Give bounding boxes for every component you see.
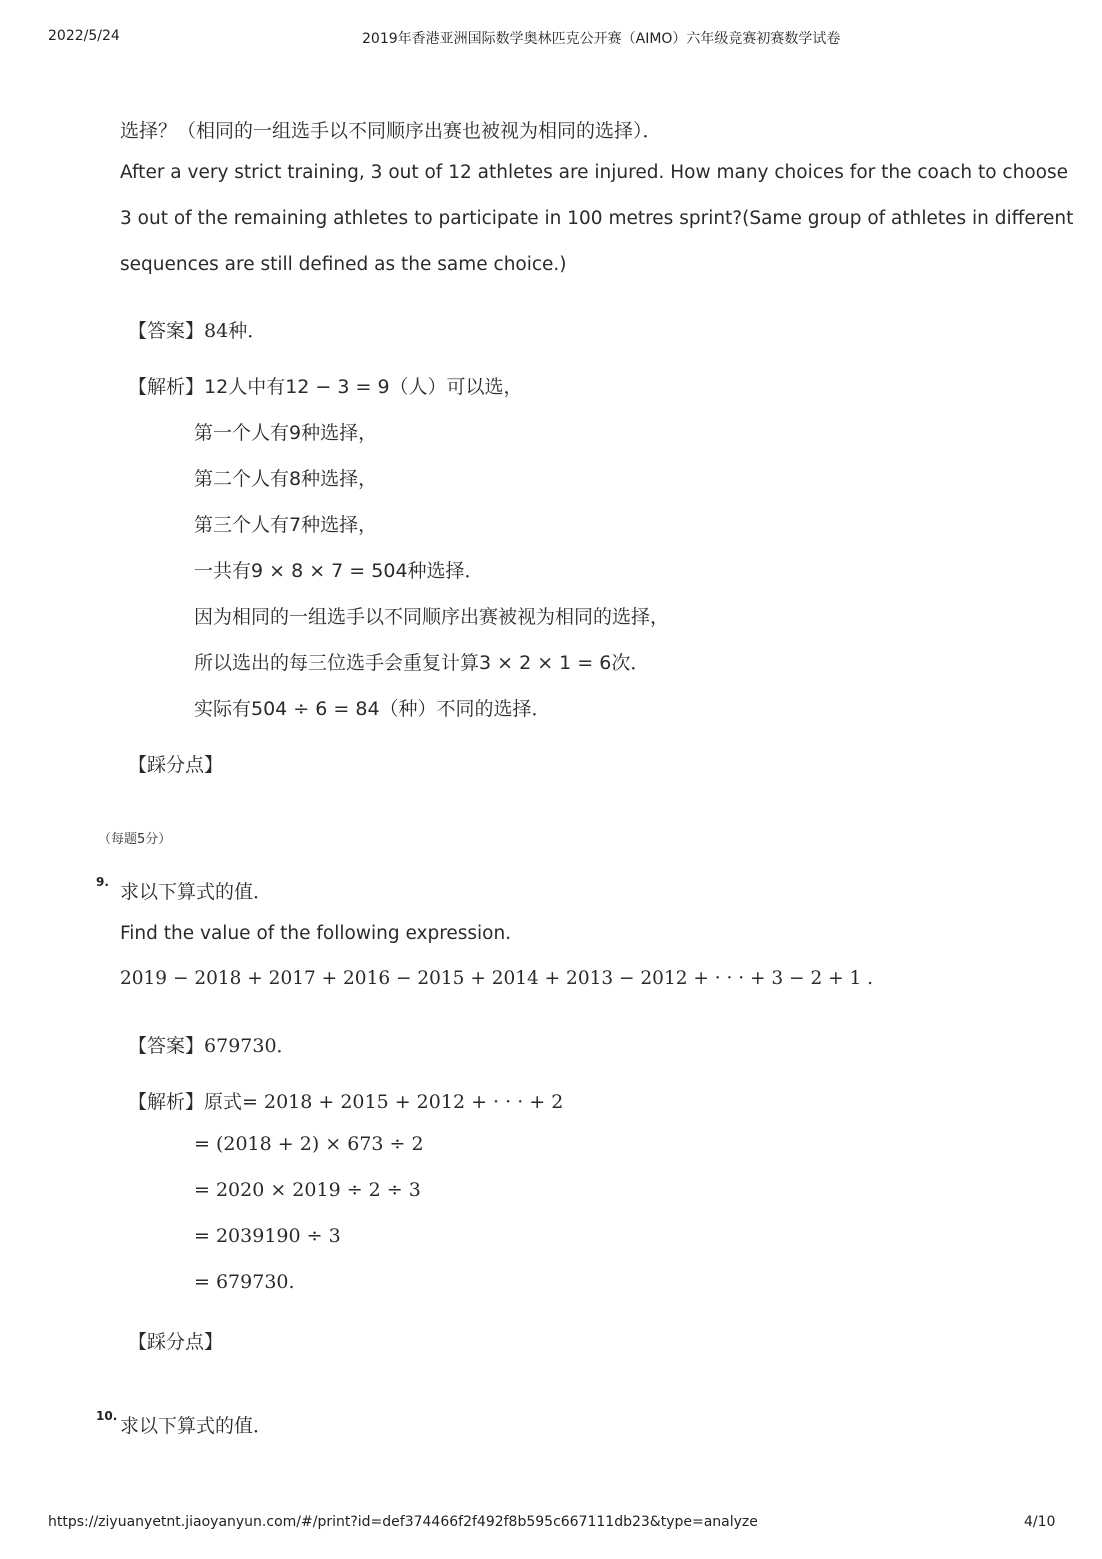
q9-analysis-line-2: = 2020 × 2019 ÷ 2 ÷ 3 [194, 1179, 421, 1201]
analysis-line: 原式= 2018 + 2015 + 2012 + · · · + 2 [204, 1091, 564, 1113]
answer-value: 679730． [204, 1035, 296, 1057]
section-note: （每题5分） [98, 832, 172, 847]
q8-analysis-line-2: 第二个人有8种选择， [194, 468, 378, 490]
q9-analysis [128, 1087, 563, 1114]
analysis-label: 【解析】 [128, 1091, 205, 1113]
q9-answer [128, 1031, 296, 1058]
q9-en: Find the value of the following expression. [120, 923, 512, 944]
q9-analysis-line-4: = 679730. [194, 1271, 295, 1293]
q8-analysis-line-1: 第一个人有9种选择， [194, 422, 378, 444]
q8-en-line-1: After a very strict training, 3 out of 12 athletes are injured. How many choices for the coach to choose [120, 162, 1068, 183]
answer-value: 84种． [204, 320, 267, 342]
q8-analysis-line-7: 实际有504 ÷ 6 = 84（种）不同的选择． [194, 698, 551, 720]
analysis-line: 12人中有12 − 3 = 9（人）可以选， [204, 376, 523, 398]
q9-analysis-line-1: = (2018 + 2) × 673 ÷ 2 [194, 1133, 424, 1155]
q10-cn: 求以下算式的值． [120, 1415, 273, 1437]
header-title: 2019年香港亚洲国际数学奥林匹克公开赛（AIMO）六年级竞赛初赛数学试卷 [362, 31, 841, 47]
header-date: 2022/5/24 [48, 28, 120, 44]
q9-number: 9. [96, 875, 109, 889]
q8-points-label: 【踩分点】 [128, 754, 224, 776]
footer-url[interactable]: https://ziyuanyetnt.jiaoyanyun.com/#/print?id=def374466f2f492f8b595c667111db23&type=analyze [48, 1514, 758, 1530]
answer-label: 【答案】 [128, 1035, 205, 1057]
q9-analysis-line-3: = 2039190 ÷ 3 [194, 1225, 341, 1247]
analysis-label: 【解析】 [128, 376, 205, 398]
q8-analysis-line-3: 第三个人有7种选择， [194, 514, 378, 536]
q8-analysis-line-4: 一共有9 × 8 × 7 = 504种选择． [194, 560, 484, 582]
q9-expression: 2019 − 2018 + 2017 + 2016 − 2015 + 2014 + 2013 − 2012 + · · · + 3 − 2 + 1 . [120, 968, 874, 989]
answer-label: 【答案】 [128, 320, 205, 342]
q8-tail-cn: 选择？（相同的一组选手以不同顺序出赛也被视为相同的选择）． [120, 120, 662, 142]
q8-en-line-3: sequences are still defined as the same choice.) [120, 254, 567, 275]
q8-analysis-line-5: 因为相同的一组选手以不同顺序出赛被视为相同的选择， [194, 606, 670, 628]
q8-analysis-line-6: 所以选出的每三位选手会重复计算3 × 2 × 1 = 6次． [194, 652, 650, 674]
q8-answer [128, 316, 266, 343]
footer-page-number: 4/10 [1024, 1514, 1056, 1530]
q9-cn: 求以下算式的值． [120, 881, 273, 903]
q8-analysis [128, 372, 523, 399]
q8-en-line-2: 3 out of the remaining athletes to participate in 100 metres sprint?(Same group of athletes in different [120, 208, 1074, 229]
q9-points-label: 【踩分点】 [128, 1331, 224, 1353]
q10-number: 10. [96, 1409, 118, 1423]
